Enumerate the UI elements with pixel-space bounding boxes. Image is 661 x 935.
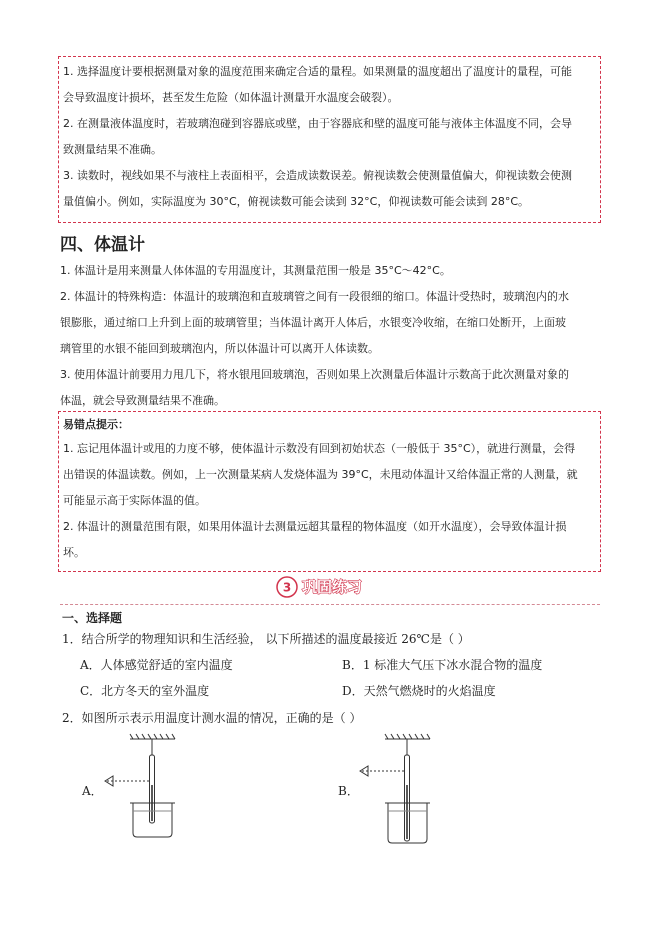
thermometer-figure-b [355, 733, 445, 848]
text-line: 3. 使用体温计前要用力甩几下，将水银甩回玻璃泡，否则如果上次测量后体温计示数高于此次测量对象的 [60, 368, 569, 381]
text-line: 银膨胀，通过缩口上升到上面的玻璃管里；当体温计离开人体后，水银变冷收缩，在缩口处断开，上面玻 [60, 316, 566, 329]
question-2-stem: 2．如图所示表示用温度计测水温的情况，正确的是（ ） [62, 711, 362, 725]
text-line: 1. 忘记甩体温计或甩的力度不够，使体温计示数没有回到初始状态（一般低于 35°C），就进行测量，会得 [63, 442, 576, 455]
text-line: 1. 选择温度计要根据测量对象的温度范围来确定合适的量程。如果测量的温度超出了温度计的量程，可能 [63, 65, 572, 78]
text-line: 1. 体温计是用来测量人体体温的专用温度计，其测量范围一般是 35°C～42°C。 [60, 264, 451, 277]
q1-option-b: B．1 标准大气压下冰水混合物的温度 [342, 658, 543, 672]
banner-text: 巩固练习 [302, 578, 363, 596]
section-divider [60, 604, 600, 605]
q1-option-d: D．天然气燃烧时的火焰温度 [342, 684, 496, 698]
banner-number: 3 [282, 580, 292, 595]
text-line: 出错误的体温读数。例如，上一次测量某病人发烧体温为 39°C，未甩动体温计又给体温正常的人测量，就 [63, 468, 578, 481]
tips-title: 易错点提示： [63, 418, 129, 431]
text-line: 体温，就会导致测量结果不准确。 [60, 394, 225, 407]
text-line: 坏。 [63, 546, 85, 559]
text-line: 2. 在测量液体温度时，若玻璃泡碰到容器底或壁，由于容器底和壁的温度可能与液体主体温度不同，会导 [63, 117, 572, 130]
section-heading: 四、体温计 [60, 235, 145, 255]
figure-label-b: B． [338, 784, 359, 798]
notes-box [58, 56, 601, 223]
text-line: 量值偏小。例如，实际温度为 30°C，俯视读数可能会读到 32°C，仰视读数可能会读到 28°C。 [63, 195, 530, 208]
tips-box [58, 411, 601, 572]
text-line: 可能显示高于实际体温的值。 [63, 494, 206, 507]
practice-section-title: 一、选择题 [62, 611, 123, 625]
text-line: 璃管里的水银不能回到玻璃泡内，所以体温计可以离开人体读数。 [60, 342, 379, 355]
text-line: 致测量结果不准确。 [63, 143, 162, 156]
text-line: 2. 体温计的特殊构造：体温计的玻璃泡和直玻璃管之间有一段很细的缩口。体温计受热时，玻璃泡内的水 [60, 290, 569, 303]
text-line: 会导致温度计损坏，甚至发生危险（如体温计测量开水温度会破裂）。 [63, 91, 399, 104]
thermometer-figure-a [100, 733, 190, 843]
text-line: 2. 体温计的测量范围有限，如果用体温计去测量远超其量程的物体温度（如开水温度），会导致体温计损 [63, 520, 567, 533]
figure-label-a: A． [82, 784, 103, 798]
text-line: 3. 读数时，视线如果不与液柱上表面相平，会造成读数误差。俯视读数会使测量值偏大，仰视读数会使测 [63, 169, 572, 182]
question-1-stem: 1．结合所学的物理知识和生活经验， 以下所描述的温度最接近 26℃是（ ） [62, 632, 470, 646]
q1-option-c: C．北方冬天的室外温度 [80, 684, 210, 698]
practice-banner [276, 576, 386, 598]
q1-option-a: A．人体感觉舒适的室内温度 [80, 658, 233, 672]
